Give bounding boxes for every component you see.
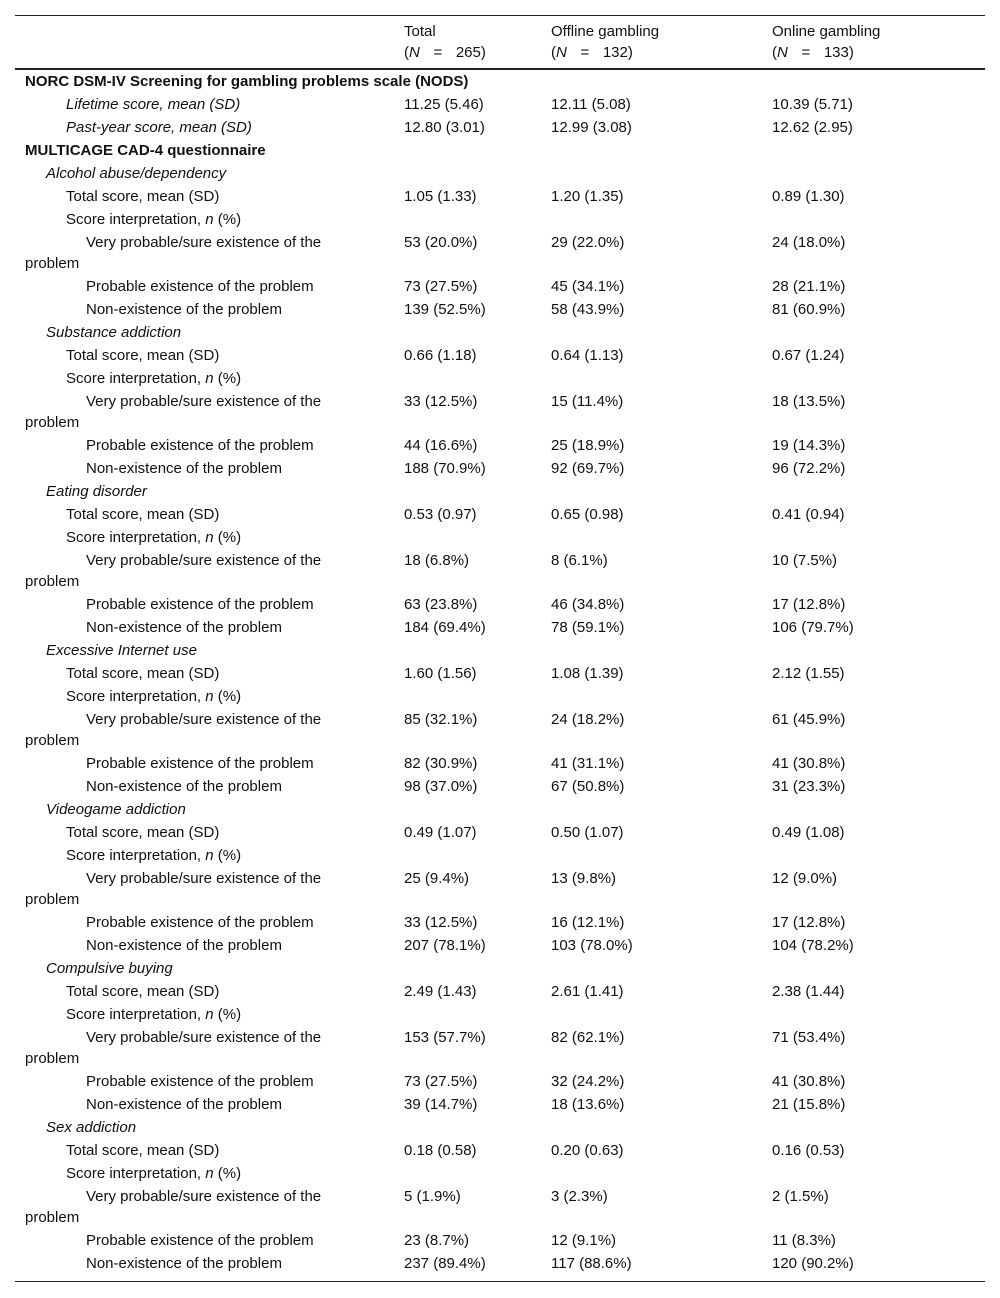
header-online-n: (N = 133) <box>772 44 854 61</box>
table-row <box>15 526 985 549</box>
table-row <box>15 298 985 321</box>
total-cell: 33 (12.5%) <box>404 393 478 410</box>
row-label: Lifetime score, mean (SD) <box>66 96 241 113</box>
offline-cell: 67 (50.8%) <box>551 778 625 795</box>
online-cell: 2 (1.5%) <box>772 1188 829 1205</box>
row-label: Non-existence of the problem <box>86 1096 282 1113</box>
total-cell: 5 (1.9%) <box>404 1188 461 1205</box>
offline-cell: 32 (24.2%) <box>551 1073 625 1090</box>
offline-cell: 1.20 (1.35) <box>551 188 624 205</box>
total-cell: 184 (69.4%) <box>404 619 486 636</box>
offline-cell: 3 (2.3%) <box>551 1188 608 1205</box>
total-cell: 153 (57.7%) <box>404 1029 486 1046</box>
row-label: Alcohol abuse/dependency <box>46 165 227 182</box>
online-cell: 12 (9.0%) <box>772 870 838 887</box>
online-cell: 0.89 (1.30) <box>772 188 845 205</box>
row-label: Score interpretation, n (%) <box>66 529 242 546</box>
table-row <box>15 93 985 116</box>
offline-cell: 82 (62.1%) <box>551 1029 625 1046</box>
total-cell: 85 (32.1%) <box>404 711 478 728</box>
offline-cell: 24 (18.2%) <box>551 711 625 728</box>
table-row <box>15 1229 985 1252</box>
row-label: Total score, mean (SD) <box>66 188 220 205</box>
online-cell: 120 (90.2%) <box>772 1255 854 1272</box>
table-row <box>15 1185 985 1226</box>
total-cell: 1.60 (1.56) <box>404 665 477 682</box>
offline-cell: 25 (18.9%) <box>551 437 625 454</box>
online-cell: 0.41 (0.94) <box>772 506 845 523</box>
row-label: Total score, mean (SD) <box>66 506 220 523</box>
row-label: Videogame addiction <box>46 801 186 818</box>
table-row <box>15 1003 985 1026</box>
row-label: Non-existence of the problem <box>86 460 282 477</box>
total-cell: 0.49 (1.07) <box>404 824 477 841</box>
row-label-continuation: problem <box>25 1209 80 1226</box>
row-label: Total score, mean (SD) <box>66 983 220 1000</box>
table-row <box>15 911 985 934</box>
subsection-row <box>15 639 985 662</box>
top-rule <box>15 15 985 16</box>
online-cell: 61 (45.9%) <box>772 711 846 728</box>
row-label: Total score, mean (SD) <box>66 1142 220 1159</box>
total-cell: 23 (8.7%) <box>404 1232 470 1249</box>
offline-cell: 45 (34.1%) <box>551 278 625 295</box>
total-cell: 53 (20.0%) <box>404 234 478 251</box>
row-label: Excessive Internet use <box>46 642 197 659</box>
online-cell: 28 (21.1%) <box>772 278 846 295</box>
online-cell: 17 (12.8%) <box>772 596 846 613</box>
total-cell: 237 (89.4%) <box>404 1255 486 1272</box>
table-row <box>15 1252 985 1275</box>
total-cell: 12.80 (3.01) <box>404 119 485 136</box>
row-label: Compulsive buying <box>46 960 173 977</box>
online-cell: 106 (79.7%) <box>772 619 854 636</box>
offline-cell: 16 (12.1%) <box>551 914 625 931</box>
total-cell: 63 (23.8%) <box>404 596 478 613</box>
row-label: Very probable/sure existence of the <box>86 1029 322 1046</box>
table-row <box>15 867 985 908</box>
subsection-row <box>15 1116 985 1139</box>
offline-cell: 0.64 (1.13) <box>551 347 624 364</box>
total-cell: 0.66 (1.18) <box>404 347 477 364</box>
online-cell: 96 (72.2%) <box>772 460 846 477</box>
total-cell: 82 (30.9%) <box>404 755 478 772</box>
row-label: Non-existence of the problem <box>86 1255 282 1272</box>
subsection-row <box>15 162 985 185</box>
row-label-continuation: problem <box>25 891 80 908</box>
header-offline-n: (N = 132) <box>551 44 633 61</box>
table-row <box>15 708 985 749</box>
table-row <box>15 549 985 590</box>
header-online-label: Online gambling <box>772 23 881 40</box>
table-row <box>15 457 985 480</box>
table-row <box>15 116 985 139</box>
row-label: Very probable/sure existence of the <box>86 1188 322 1205</box>
online-cell: 41 (30.8%) <box>772 1073 846 1090</box>
table-row <box>15 980 985 1003</box>
row-label-continuation: problem <box>25 573 80 590</box>
offline-cell: 2.61 (1.41) <box>551 983 624 1000</box>
table-row <box>15 752 985 775</box>
offline-cell: 0.20 (0.63) <box>551 1142 624 1159</box>
row-label: Probable existence of the problem <box>86 1073 314 1090</box>
online-cell: 12.62 (2.95) <box>772 119 853 136</box>
online-cell: 10.39 (5.71) <box>772 96 853 113</box>
row-label: Score interpretation, n (%) <box>66 688 242 705</box>
online-cell: 17 (12.8%) <box>772 914 846 931</box>
row-label: Very probable/sure existence of the <box>86 234 322 251</box>
row-label: Substance addiction <box>46 324 182 341</box>
table-row <box>15 185 985 208</box>
header-total-label: Total <box>404 23 436 40</box>
online-cell: 0.16 (0.53) <box>772 1142 845 1159</box>
row-label: Total score, mean (SD) <box>66 824 220 841</box>
online-cell: 2.38 (1.44) <box>772 983 845 1000</box>
offline-cell: 15 (11.4%) <box>551 393 624 410</box>
row-label: Very probable/sure existence of the <box>86 711 322 728</box>
row-label: Probable existence of the problem <box>86 755 314 772</box>
table-row <box>15 1162 985 1185</box>
offline-cell: 13 (9.8%) <box>551 870 617 887</box>
online-cell: 0.67 (1.24) <box>772 347 845 364</box>
table-row <box>15 1026 985 1067</box>
offline-cell: 18 (13.6%) <box>551 1096 625 1113</box>
row-label: Probable existence of the problem <box>86 596 314 613</box>
row-label: Past-year score, mean (SD) <box>66 119 252 136</box>
header-total <box>404 21 486 63</box>
row-label: Score interpretation, n (%) <box>66 1006 242 1023</box>
offline-cell: 58 (43.9%) <box>551 301 625 318</box>
row-label: Probable existence of the problem <box>86 437 314 454</box>
table-row <box>15 344 985 367</box>
total-cell: 39 (14.7%) <box>404 1096 478 1113</box>
offline-cell: 41 (31.1%) <box>551 755 625 772</box>
table-row <box>15 390 985 431</box>
offline-cell: 78 (59.1%) <box>551 619 625 636</box>
section-row <box>15 139 985 162</box>
header-online <box>772 21 880 63</box>
online-cell: 11 (8.3%) <box>772 1232 836 1249</box>
row-label: Probable existence of the problem <box>86 278 314 295</box>
header-offline-label: Offline gambling <box>551 23 660 40</box>
total-cell: 139 (52.5%) <box>404 301 486 318</box>
online-cell: 21 (15.8%) <box>772 1096 846 1113</box>
row-label: Very probable/sure existence of the <box>86 393 322 410</box>
offline-cell: 0.65 (0.98) <box>551 506 624 523</box>
row-label: Probable existence of the problem <box>86 1232 314 1249</box>
online-cell: 2.12 (1.55) <box>772 665 845 682</box>
total-cell: 25 (9.4%) <box>404 870 470 887</box>
row-label: Eating disorder <box>46 483 147 500</box>
row-label: Total score, mean (SD) <box>66 665 220 682</box>
offline-cell: 0.50 (1.07) <box>551 824 624 841</box>
table-row <box>15 616 985 639</box>
row-label-continuation: problem <box>25 1050 80 1067</box>
online-cell: 19 (14.3%) <box>772 437 846 454</box>
table-row <box>15 775 985 798</box>
subsection-row <box>15 321 985 344</box>
table-row <box>15 844 985 867</box>
row-label: Non-existence of the problem <box>86 619 282 636</box>
total-cell: 0.18 (0.58) <box>404 1142 477 1159</box>
table-row <box>15 434 985 457</box>
row-label: MULTICAGE CAD-4 questionnaire <box>25 142 266 159</box>
total-cell: 18 (6.8%) <box>404 552 470 569</box>
header-total-n: (N = 265) <box>404 44 486 61</box>
row-label: Score interpretation, n (%) <box>66 1165 242 1182</box>
offline-cell: 46 (34.8%) <box>551 596 625 613</box>
total-cell: 2.49 (1.43) <box>404 983 477 1000</box>
row-label: Total score, mean (SD) <box>66 347 220 364</box>
offline-cell: 92 (69.7%) <box>551 460 625 477</box>
table-row <box>15 503 985 526</box>
row-label: Non-existence of the problem <box>86 937 282 954</box>
online-cell: 18 (13.5%) <box>772 393 846 410</box>
online-cell: 10 (7.5%) <box>772 552 838 569</box>
total-cell: 11.25 (5.46) <box>404 96 484 113</box>
total-cell: 207 (78.1%) <box>404 937 486 954</box>
online-cell: 0.49 (1.08) <box>772 824 845 841</box>
total-cell: 44 (16.6%) <box>404 437 478 454</box>
offline-cell: 12.11 (5.08) <box>551 96 631 113</box>
row-label: Sex addiction <box>46 1119 137 1136</box>
total-cell: 73 (27.5%) <box>404 278 478 295</box>
row-label: Very probable/sure existence of the <box>86 552 322 569</box>
total-cell: 73 (27.5%) <box>404 1073 478 1090</box>
row-label-continuation: problem <box>25 255 80 272</box>
row-label-continuation: problem <box>25 732 80 749</box>
subsection-row <box>15 798 985 821</box>
row-label: Non-existence of the problem <box>86 778 282 795</box>
section-row <box>15 70 985 93</box>
total-cell: 188 (70.9%) <box>404 460 486 477</box>
table-row <box>15 208 985 231</box>
table-row <box>15 1139 985 1162</box>
row-label: Very probable/sure existence of the <box>86 870 322 887</box>
row-label: Non-existence of the problem <box>86 301 282 318</box>
online-cell: 71 (53.4%) <box>772 1029 846 1046</box>
table-row <box>15 593 985 616</box>
subsection-row <box>15 957 985 980</box>
online-cell: 31 (23.3%) <box>772 778 846 795</box>
row-label: Probable existence of the problem <box>86 914 314 931</box>
offline-cell: 8 (6.1%) <box>551 552 608 569</box>
row-label: Score interpretation, n (%) <box>66 847 242 864</box>
total-cell: 33 (12.5%) <box>404 914 478 931</box>
row-label: Score interpretation, n (%) <box>66 370 242 387</box>
row-label-continuation: problem <box>25 414 80 431</box>
online-cell: 41 (30.8%) <box>772 755 846 772</box>
offline-cell: 1.08 (1.39) <box>551 665 624 682</box>
table-row <box>15 821 985 844</box>
offline-cell: 12.99 (3.08) <box>551 119 632 136</box>
offline-cell: 12 (9.1%) <box>551 1232 617 1249</box>
offline-cell: 117 (88.6%) <box>551 1255 632 1272</box>
total-cell: 1.05 (1.33) <box>404 188 477 205</box>
bottom-rule <box>15 1281 985 1282</box>
table-row <box>15 1070 985 1093</box>
online-cell: 24 (18.0%) <box>772 234 846 251</box>
table-row <box>15 275 985 298</box>
table-row <box>15 685 985 708</box>
online-cell: 81 (60.9%) <box>772 301 846 318</box>
offline-cell: 103 (78.0%) <box>551 937 633 954</box>
subsection-row <box>15 480 985 503</box>
online-cell: 104 (78.2%) <box>772 937 854 954</box>
total-cell: 0.53 (0.97) <box>404 506 477 523</box>
table-row <box>15 231 985 272</box>
table-row <box>15 662 985 685</box>
row-label: NORC DSM-IV Screening for gambling problems scale (NODS) <box>25 73 469 90</box>
header-offline <box>551 21 659 63</box>
table-row <box>15 367 985 390</box>
row-label: Score interpretation, n (%) <box>66 211 242 228</box>
table-row <box>15 934 985 957</box>
table-row <box>15 1093 985 1116</box>
offline-cell: 29 (22.0%) <box>551 234 625 251</box>
total-cell: 98 (37.0%) <box>404 778 478 795</box>
